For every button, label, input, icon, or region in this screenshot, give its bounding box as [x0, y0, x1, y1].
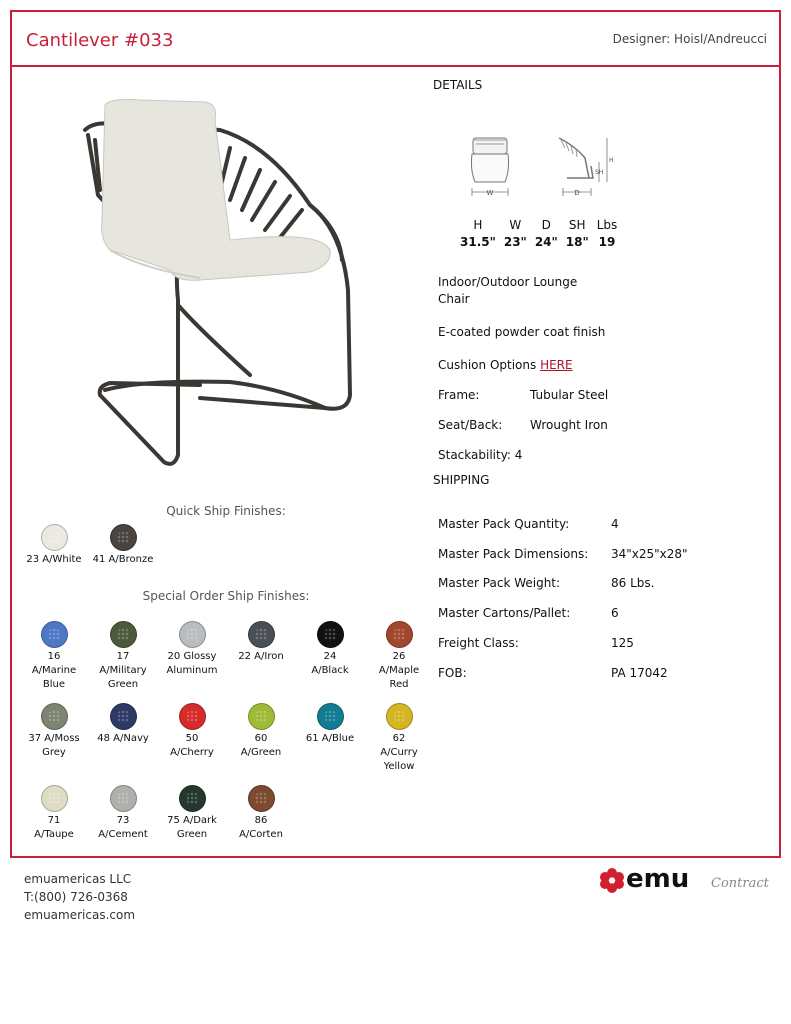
swatch-label: A/Cement: [98, 829, 148, 840]
shipping-value: 6: [611, 606, 619, 620]
dimension-table: [456, 216, 621, 250]
front-dimension-diagram: [458, 130, 520, 200]
finish-swatch: [88, 703, 158, 746]
finish-swatch: [19, 785, 89, 842]
seat-height-label: SH: [595, 169, 604, 176]
finish-swatch: [19, 703, 89, 760]
shipping-label: FOB:: [438, 666, 467, 680]
swatch-label: 48 A/Navy: [97, 733, 149, 744]
spec-value-d: 24": [534, 234, 558, 249]
swatch-label: Green: [176, 829, 208, 840]
swatch-label: 20 Glossy: [167, 651, 217, 662]
swatch-label: A/Black: [311, 665, 349, 676]
details-heading: DETAILS: [433, 78, 483, 92]
depth-label: D: [574, 189, 580, 197]
logo-subtitle: Contract: [711, 876, 769, 891]
footer-company: emuamericas LLC: [24, 872, 132, 886]
shipping-row: [438, 576, 655, 590]
swatch-color-icon: [41, 524, 68, 551]
shipping-label: Freight Class:: [438, 636, 519, 650]
swatch-label: 26: [392, 651, 406, 662]
swatch-label: 73: [116, 815, 130, 826]
stackability-label: Stackability:: [438, 448, 511, 462]
swatch-label: Grey: [42, 747, 66, 758]
shipping-row: [438, 517, 619, 531]
spec-header-h: H: [473, 217, 483, 232]
swatch-label: Yellow: [383, 761, 415, 772]
cushion-options-link[interactable]: HERE: [540, 358, 573, 372]
frame-value: Tubular Steel: [530, 388, 609, 402]
frame-row: [438, 388, 609, 402]
shipping-label: Master Pack Quantity:: [438, 517, 570, 531]
finish-text: E-coated powder coat finish: [438, 325, 606, 339]
swatch-color-icon: [179, 621, 206, 648]
swatch-color-icon: [179, 703, 206, 730]
shipping-row: [438, 636, 634, 650]
shipping-label: Master Pack Dimensions:: [438, 547, 589, 561]
finish-swatch: [19, 524, 89, 567]
swatch-color-icon: [179, 785, 206, 812]
seat-back-value: Wrought Iron: [530, 418, 608, 432]
chair-photo: [80, 90, 360, 475]
swatch-label: A/Military: [99, 665, 147, 676]
finish-swatch: [226, 621, 296, 664]
shipping-value: 125: [611, 636, 634, 650]
shipping-label: Master Pack Weight:: [438, 576, 561, 590]
swatch-label: 50: [185, 733, 199, 744]
finish-swatch: [157, 621, 227, 678]
shipping-value: 4: [611, 517, 619, 531]
cushion-options: [438, 358, 573, 372]
swatch-color-icon: [41, 703, 68, 730]
header: [12, 12, 779, 67]
finish-swatch: [364, 703, 434, 774]
swatch-color-icon: [248, 703, 275, 730]
footer-phone: T:(800) 726-0368: [24, 890, 128, 904]
shipping-row: [438, 547, 688, 561]
shipping-value: PA 17042: [611, 666, 668, 680]
swatch-color-icon: [386, 621, 413, 648]
finish-swatch: [157, 785, 227, 842]
spec-value-sh: 18": [565, 234, 589, 249]
swatch-color-icon: [317, 621, 344, 648]
spec-header-w: W: [509, 217, 522, 232]
swatch-label: 86: [254, 815, 268, 826]
swatch-color-icon: [248, 785, 275, 812]
swatch-label: A/Taupe: [34, 829, 74, 840]
cushion-options-label: Cushion Options: [438, 358, 537, 372]
stackability-row: [438, 448, 522, 462]
swatch-color-icon: [110, 621, 137, 648]
swatch-label: 23 A/White: [26, 554, 82, 565]
swatch-color-icon: [41, 785, 68, 812]
special-order-title: Special Order Ship Finishes:: [142, 589, 310, 603]
finish-swatch: [364, 621, 434, 692]
swatch-label: Aluminum: [166, 665, 218, 676]
swatch-label: 24: [323, 651, 337, 662]
swatch-label: Green: [107, 679, 139, 690]
swatch-label: 75 A/Dark: [167, 815, 217, 826]
seat-back-label: Seat/Back:: [438, 418, 503, 432]
swatch-color-icon: [41, 621, 68, 648]
finish-swatch: [88, 524, 158, 567]
page-title: Cantilever #033: [26, 30, 174, 51]
swatch-color-icon: [110, 703, 137, 730]
swatch-label: 60: [254, 733, 268, 744]
finish-swatch: [157, 703, 227, 760]
finish-swatch: [226, 785, 296, 842]
swatch-color-icon: [386, 703, 413, 730]
swatch-color-icon: [110, 785, 137, 812]
swatch-label: A/Corten: [239, 829, 283, 840]
swatch-label: Blue: [42, 679, 66, 690]
spec-value-lbs: 19: [598, 234, 616, 249]
spec-value-h: 31.5": [460, 234, 496, 249]
height-label: H: [609, 157, 614, 164]
spec-header-sh: SH: [568, 217, 586, 232]
designer-credit: Designer: Hoisl/Andreucci: [612, 32, 767, 46]
swatch-label: 71: [47, 815, 61, 826]
finish-swatch: [19, 621, 89, 692]
swatch-label: 22 A/Iron: [238, 651, 284, 662]
emu-logo: [598, 866, 778, 896]
swatch-label: 62: [392, 733, 406, 744]
spec-value-w: 23": [503, 234, 527, 249]
finish-swatch: [226, 703, 296, 760]
shipping-value: 86 Lbs.: [611, 576, 655, 590]
quick-ship-title: Quick Ship Finishes:: [166, 504, 286, 518]
product-description: Indoor/Outdoor Lounge Chair: [438, 275, 578, 306]
swatch-label: 16: [47, 651, 61, 662]
swatch-color-icon: [248, 621, 275, 648]
finish-swatch: [88, 785, 158, 842]
swatch-color-icon: [110, 524, 137, 551]
finish-swatch: [88, 621, 158, 692]
shipping-row: [438, 606, 619, 620]
spec-header-d: D: [541, 217, 551, 232]
shipping-heading: SHIPPING: [433, 473, 490, 487]
shipping-label: Master Cartons/Pallet:: [438, 606, 571, 620]
logo-wordmark: emu: [626, 864, 690, 894]
footer-website: emuamericas.com: [24, 908, 136, 922]
shipping-value: 34"x25"x28": [611, 547, 688, 561]
stackability-value: 4: [514, 448, 523, 462]
swatch-color-icon: [317, 703, 344, 730]
swatch-label: A/Cherry: [170, 747, 214, 758]
shipping-row: [438, 666, 668, 680]
width-label: W: [486, 189, 494, 197]
swatch-label: 17: [116, 651, 130, 662]
swatch-label: A/Curry: [380, 747, 418, 758]
emu-flower-icon: [598, 866, 626, 894]
spec-header-lbs: Lbs: [596, 217, 618, 232]
finish-swatch: [295, 621, 365, 678]
side-dimension-diagram: [545, 126, 617, 201]
swatch-label: Red: [389, 679, 409, 690]
seat-back-row: [438, 418, 608, 432]
finish-swatch: [295, 703, 365, 746]
swatch-label: A/Green: [240, 747, 282, 758]
footer-contact: [24, 870, 135, 924]
frame-label: Frame:: [438, 388, 480, 402]
swatch-label: 61 A/Blue: [305, 733, 355, 744]
swatch-label: 41 A/Bronze: [92, 554, 154, 565]
swatch-label: 37 A/Moss: [28, 733, 80, 744]
swatch-label: A/Maple: [378, 665, 420, 676]
swatch-label: A/Marine: [31, 665, 77, 676]
